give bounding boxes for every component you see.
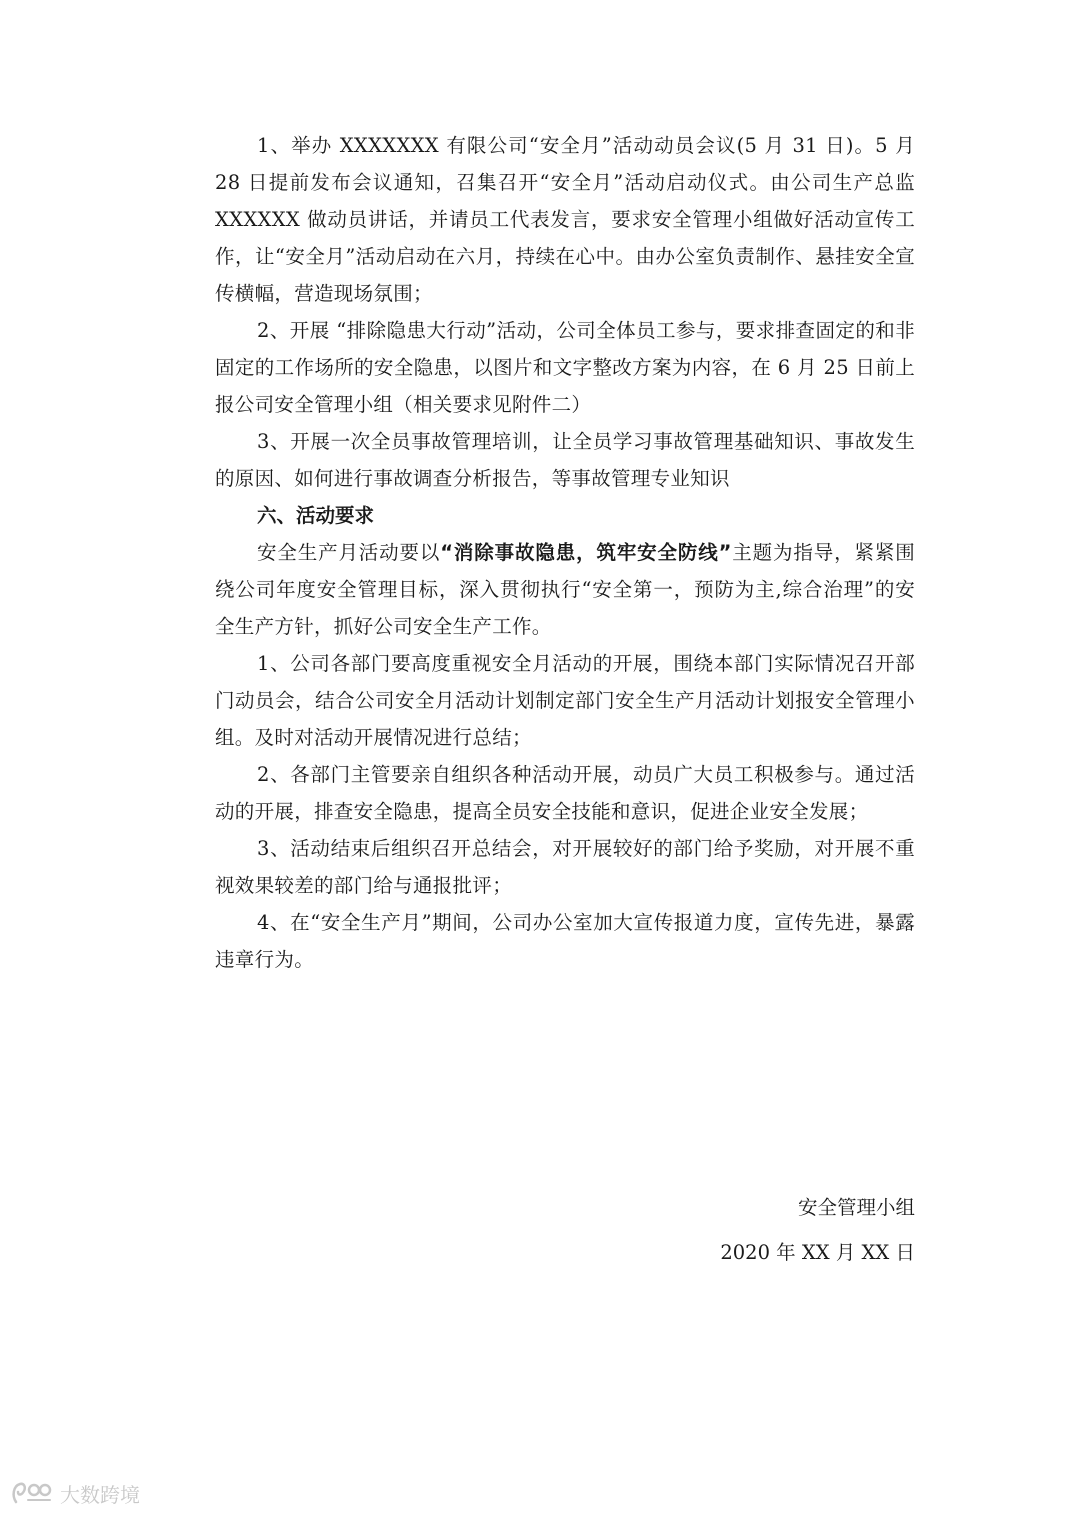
logo-icon — [10, 1478, 54, 1508]
document-body — [215, 127, 915, 978]
signature-block — [720, 1185, 915, 1275]
paragraph-requirement-2: 2、各部门主管要亲自组织各种活动开展，动员广大员工积极参与。通过活动的开展，排查安全隐患，提高全员安全技能和意识，促进企业安全发展； — [215, 763, 915, 823]
paragraph-activity-2: 2、开展 “排除隐患大行动”活动，公司全体员工参与，要求排查固定的和非固定的工作场所的安全隐患，以图片和文字整改方案为内容，在 6 月 25 日前上报公司安全管理小组（相关要求见附件二） — [215, 319, 915, 416]
section-heading-requirements: 六、活动要求 — [257, 504, 375, 527]
watermark-text: 大数跨境 — [60, 1482, 140, 1507]
paragraph-requirement-3: 3、活动结束后组织召开总结会，对开展较好的部门给予奖励，对开展不重视效果较差的部门给与通报批评； — [215, 837, 915, 897]
paragraph-requirements-intro — [215, 534, 915, 645]
paragraph-requirement-1: 1、公司各部门要高度重视安全月活动的开展，围绕本部门实际情况召开部门动员会，结合公司安全月活动计划制定部门安全生产月活动计划报安全管理小组。及时对活动开展情况进行总结； — [215, 652, 915, 749]
paragraph-activity-3: 3、开展一次全员事故管理培训，让全员学习事故管理基础知识、事故发生的原因、如何进行事故调查分析报告，等事故管理专业知识 — [215, 430, 915, 490]
watermark — [10, 1478, 140, 1508]
intro-text-pre: 安全生产月活动要以 — [257, 541, 441, 564]
signature-date: 2020 年 XX 月 XX 日 — [720, 1241, 915, 1264]
paragraph-requirement-4: 4、在“安全生产月”期间，公司办公室加大宣传报道力度，宣传先进，暴露违章行为。 — [215, 911, 915, 971]
intro-text-post: 主题为指导，紧紧围绕公司年度安全管理目标，深入贯彻执行“安全第一，预防为主,综合治理”的安全生产方针，抓好公司安全生产工作。 — [215, 541, 915, 638]
signature-org: 安全管理小组 — [797, 1196, 915, 1219]
paragraph-activity-1: 1、举办 XXXXXXX 有限公司“安全月”活动动员会议(5 月 31 日)。5 月 28 日提前发布会议通知，召集召开“安全月”活动启动仪式。由公司生产总监 XXXXXX 做动员讲话，并请员工代表发言，要求安全管理小组做好活动宣传工作，让“安全月”活动启动在六月，持续在心中。由办公室负责制作、悬挂安全宣传横幅，营造现场氛围； — [215, 134, 915, 305]
theme-slogan: “消除事故隐患，筑牢安全防线” — [440, 541, 732, 564]
